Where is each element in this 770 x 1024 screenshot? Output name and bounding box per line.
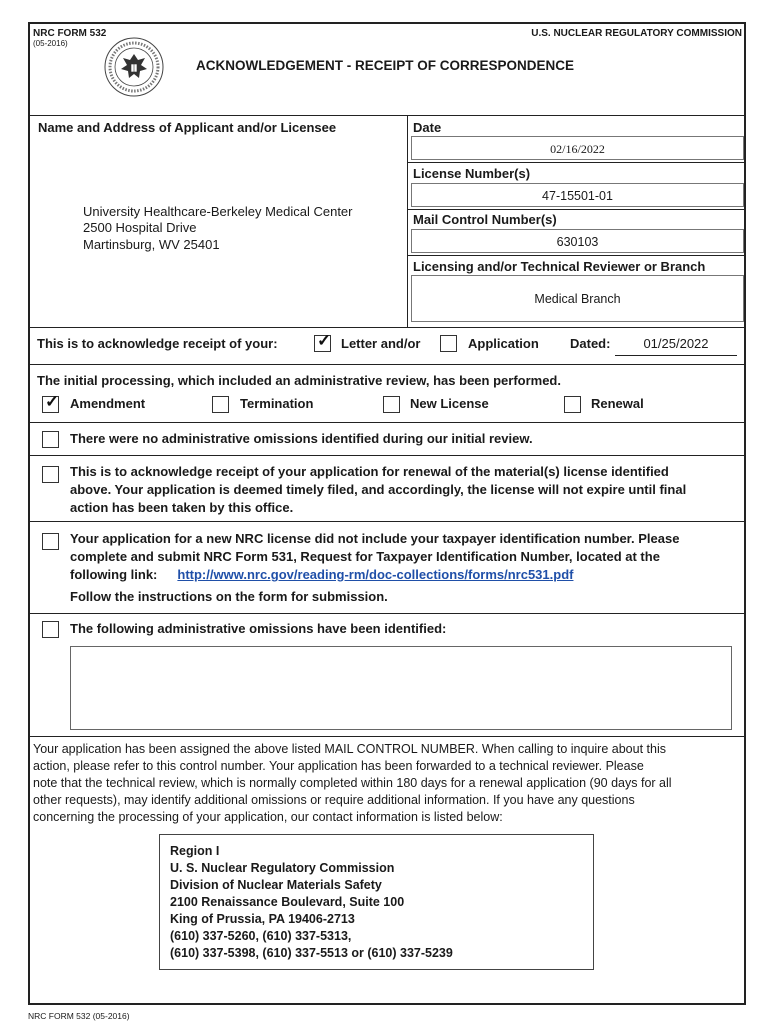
omissions-textarea[interactable] xyxy=(70,646,732,730)
divider xyxy=(407,162,746,163)
form-531-link[interactable]: http://www.nrc.gov/reading-rm/doc-collections/forms/nrc531.pdf xyxy=(177,567,574,582)
renewal-notice-text xyxy=(70,463,740,517)
renewal-checkbox[interactable] xyxy=(564,396,581,413)
closing-paragraph xyxy=(33,741,745,826)
divider xyxy=(28,422,746,423)
reviewer-value: Medical Branch xyxy=(534,292,621,306)
reviewer-label: Licensing and/or Technical Reviewer or Branch xyxy=(413,259,706,274)
text-line: Follow the instructions on the form for submission. xyxy=(70,589,388,604)
contact-address xyxy=(170,843,453,962)
taxpayer-text xyxy=(70,530,740,606)
contact-line: (610) 337-5398, (610) 337-5513 or (610) 337-5239 xyxy=(170,946,453,960)
text-line: Your application for a new NRC license did not include your taxpayer identification number. Please xyxy=(70,531,680,546)
form-date: (05-2016) xyxy=(33,39,68,48)
receipt-intro: This is to acknowledge receipt of your: xyxy=(37,336,278,351)
taxpayer-checkbox[interactable] xyxy=(42,533,59,550)
text-line xyxy=(70,566,740,584)
applicant-label: Name and Address of Applicant and/or Licensee xyxy=(38,120,337,135)
dated-label: Dated: xyxy=(570,336,611,351)
divider xyxy=(28,115,746,116)
form-title: ACKNOWLEDGEMENT - RECEIPT OF CORRESPONDENCE xyxy=(195,58,574,73)
date-label: Date xyxy=(413,120,442,135)
omissions-checkbox[interactable] xyxy=(42,621,59,638)
applicant-name: University Healthcare-Berkeley Medical Center xyxy=(83,204,353,219)
amendment-label: Amendment xyxy=(70,396,146,411)
footer-form-number: NRC FORM 532 (05-2016) xyxy=(28,1011,130,1021)
text-line: This is to acknowledge receipt of your application for renewal of the material(s) license identified xyxy=(70,464,669,479)
text-line: Your application has been assigned the above listed MAIL CONTROL NUMBER. When calling to inquire about this xyxy=(33,742,666,756)
divider xyxy=(407,255,746,256)
divider xyxy=(28,736,746,737)
contact-line: King of Prussia, PA 19406-2713 xyxy=(170,912,355,926)
divider xyxy=(28,521,746,522)
processing-text: The initial processing, which included an administrative review, has been performed. xyxy=(37,373,561,388)
applicant-street: 2500 Hospital Drive xyxy=(83,220,197,235)
contact-line: 2100 Renaissance Boulevard, Suite 100 xyxy=(170,895,405,909)
no-omissions-checkbox[interactable] xyxy=(42,431,59,448)
link-prefix: following link: xyxy=(70,567,158,582)
text-line: other requests), may identify additional omissions or require additional information. If you have any questions xyxy=(33,793,635,807)
text-line: above. Your application is deemed timely filed, and accordingly, the license will not expire until final xyxy=(70,482,687,497)
termination-label: Termination xyxy=(240,396,314,411)
date-value: 02/16/2022 xyxy=(550,142,605,156)
renewal-label: Renewal xyxy=(591,396,644,411)
checkmark-icon: ✓ xyxy=(45,392,60,411)
text-line: action has been taken by this office. xyxy=(70,500,294,515)
license-value: 47-15501-01 xyxy=(542,189,613,203)
dated-field[interactable] xyxy=(615,335,737,356)
contact-line: (610) 337-5260, (610) 337-5313, xyxy=(170,929,352,943)
column-divider xyxy=(407,115,408,327)
text-line: complete and submit NRC Form 531, Request for Taxpayer Identification Number, located at the xyxy=(70,549,660,564)
divider xyxy=(28,613,746,614)
divider xyxy=(28,327,746,328)
mail-control-field[interactable] xyxy=(411,229,744,253)
text-line: action, please refer to this control number. Your application has been forwarded to a technical reviewer. Please xyxy=(33,759,644,773)
license-field[interactable] xyxy=(411,183,744,207)
reviewer-field[interactable] xyxy=(411,275,744,322)
divider xyxy=(28,364,746,365)
renewal-notice-checkbox[interactable] xyxy=(42,466,59,483)
letter-checkbox[interactable] xyxy=(314,331,332,352)
no-omissions-text: There were no administrative omissions identified during our initial review. xyxy=(70,431,533,446)
checkmark-icon: ✓ xyxy=(317,331,332,350)
applicant-city: Martinsburg, WV 25401 xyxy=(83,237,220,252)
license-label: License Number(s) xyxy=(413,166,531,181)
divider xyxy=(28,455,746,456)
contact-line: Region I xyxy=(170,844,220,858)
application-checkbox[interactable] xyxy=(440,335,457,352)
omissions-value xyxy=(71,647,731,655)
termination-checkbox[interactable] xyxy=(212,396,229,413)
dated-value: 01/25/2022 xyxy=(643,336,709,351)
form-number: NRC FORM 532 xyxy=(33,28,107,39)
date-field[interactable] xyxy=(411,136,744,160)
divider xyxy=(407,209,746,210)
letter-label: Letter and/or xyxy=(341,336,421,351)
new-license-label: New License xyxy=(410,396,489,411)
text-line: concerning the processing of your application, our contact information is listed below: xyxy=(33,810,503,824)
new-license-checkbox[interactable] xyxy=(383,396,400,413)
text-line: note that the technical review, which is normally completed within 180 days for a renewal application (90 days for all xyxy=(33,776,672,790)
contact-box xyxy=(159,834,594,970)
agency-name: U.S. NUCLEAR REGULATORY COMMISSION xyxy=(531,28,742,39)
contact-line: Division of Nuclear Materials Safety xyxy=(170,878,382,892)
application-label: Application xyxy=(468,336,539,351)
contact-line: U. S. Nuclear Regulatory Commission xyxy=(170,861,395,875)
mail-control-label: Mail Control Number(s) xyxy=(413,212,557,227)
omissions-label: The following administrative omissions have been identified: xyxy=(70,621,447,636)
mail-control-value: 630103 xyxy=(556,235,599,249)
amendment-checkbox[interactable] xyxy=(42,392,60,413)
